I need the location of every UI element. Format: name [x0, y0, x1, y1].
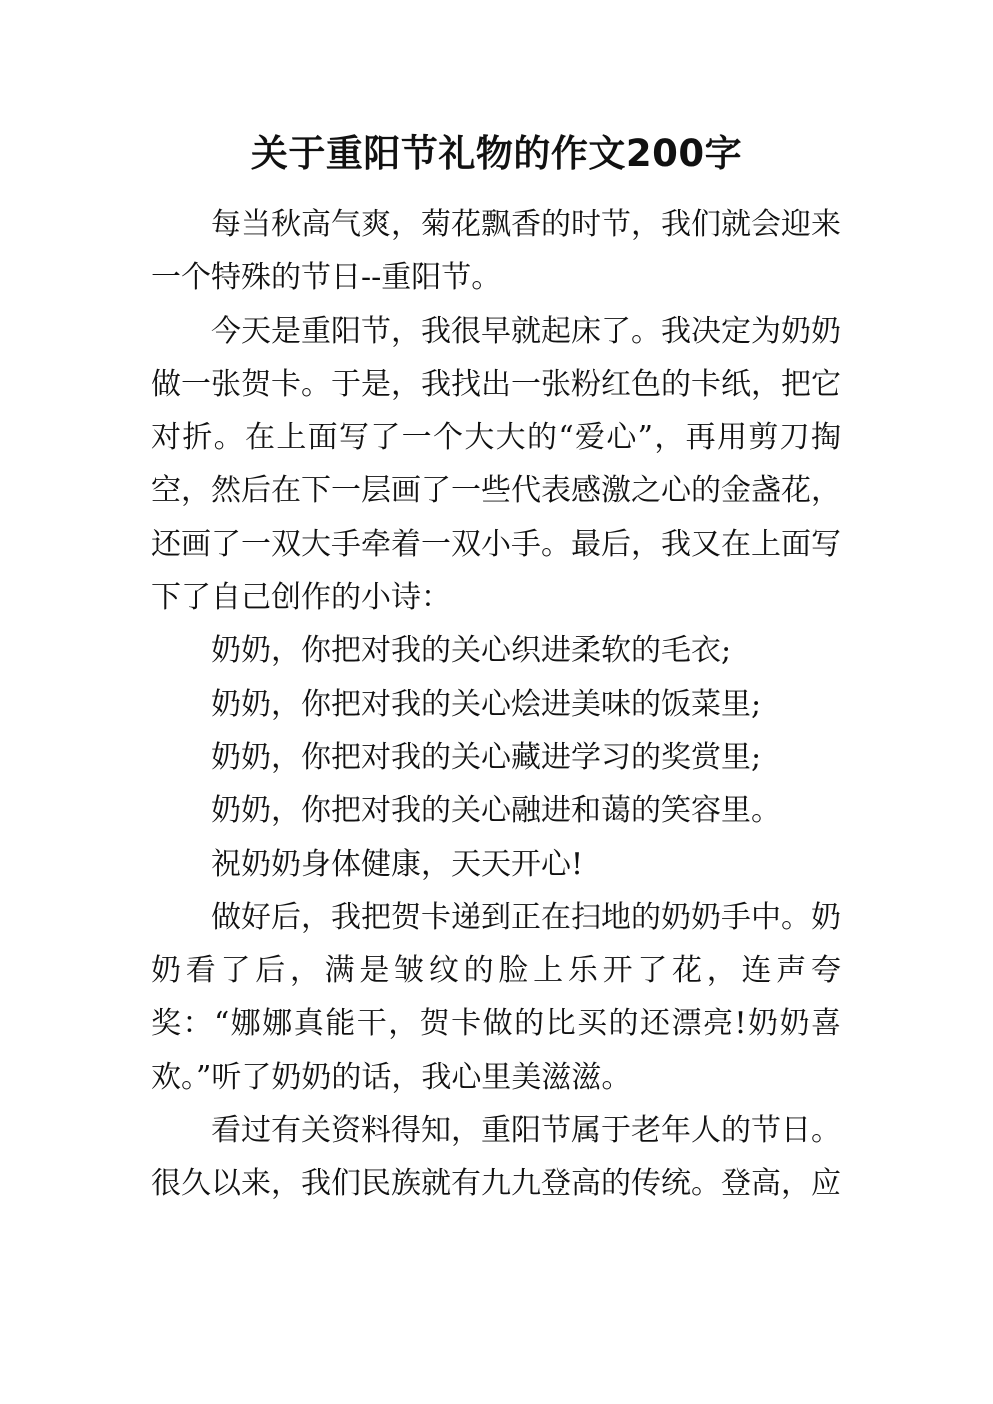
poem-line: 奶奶，你把对我的关心藏进学习的奖赏里;	[211, 739, 762, 775]
poem-line: 祝奶奶身体健康，天天开心!	[211, 846, 584, 882]
document-title: 关于重阳节礼物的作文200字	[250, 132, 743, 175]
document-body	[151, 198, 841, 1211]
poem-line: 奶奶，你把对我的关心织进柔软的毛衣;	[211, 633, 732, 669]
paragraph: 今天是重阳节，我很早就起床了。我决定为奶奶做一张贺卡。于是，我找出一张粉红色的卡纸，把它对折。在上面写了一个大大的“爱心”，再用剪刀掏空，然后在下一层画了一些代表感激之心的金盏花，还画了一双大手牵着一双小手。最后，我又在上面写下了自己创作的小诗：	[151, 313, 841, 616]
paragraph: 做好后，我把贺卡递到正在扫地的奶奶手中。奶奶看了后，满是皱纹的脸上乐开了花，连声夸奖：“娜娜真能干，贺卡做的比买的还漂亮!奶奶喜欢。”听了奶奶的话，我心里美滋滋。	[151, 899, 841, 1095]
poem-line: 奶奶，你把对我的关心融进和蔼的笑容里。	[211, 793, 781, 829]
poem-line: 奶奶，你把对我的关心烩进美味的饭菜里;	[211, 686, 762, 722]
paragraph: 每当秋高气爽，菊花飘香的时节，我们就会迎来一个特殊的节日--重阳节。	[151, 207, 841, 296]
paragraph: 看过有关资料得知，重阳节属于老年人的节日。很久以来，我们民族就有九九登高的传统。登高，应	[151, 1113, 841, 1202]
